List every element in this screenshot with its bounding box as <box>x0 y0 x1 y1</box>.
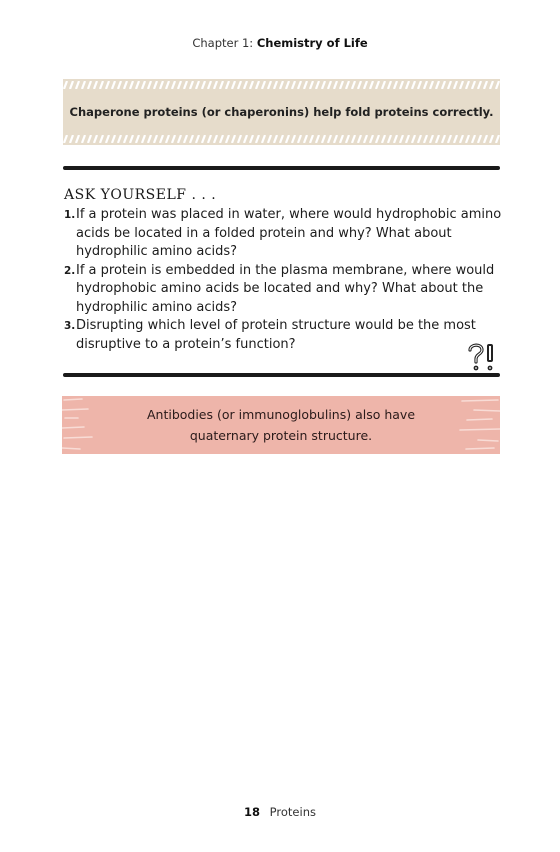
question-exclamation-icon <box>467 341 499 373</box>
question-number: 1. <box>64 209 76 221</box>
antibody-text-line1: Antibodies (or immunoglobulins) also have <box>146 407 416 422</box>
question-number: 3. <box>64 320 76 332</box>
chapter-title: Chemistry of Life <box>256 36 368 50</box>
bottom-hatch-border <box>63 135 500 143</box>
question-item <box>64 317 504 354</box>
antibody-callout <box>62 396 500 454</box>
section-divider-top <box>63 166 500 170</box>
chapter-label: Chapter 1: <box>192 36 254 50</box>
antibody-text-line2: quaternary protein structure. <box>189 428 373 443</box>
footer-section: Proteins <box>269 805 316 819</box>
brush-strokes <box>62 396 500 454</box>
running-head <box>0 36 560 50</box>
question-item <box>64 262 504 318</box>
chaperone-text: Chaperone proteins (or chaperonins) help fold proteins correctly. <box>69 105 494 119</box>
section-divider-bottom <box>63 373 500 377</box>
top-hatch-border <box>63 81 500 89</box>
chaperone-callout <box>63 79 500 145</box>
question-list <box>64 206 504 354</box>
question-text: If a protein is embedded in the plasma membrane, where would hydrophobic amino acids be located and why? What about the hydrophilic amino acids? <box>76 262 495 315</box>
question-text: If a protein was placed in water, where would hydrophobic amino acids be located in a folded protein and why? What about hydrophilic amino acids? <box>76 207 502 259</box>
page-footer <box>0 805 560 819</box>
question-item <box>64 206 504 262</box>
page-number: 18 <box>244 805 261 819</box>
question-number: 2. <box>64 264 76 277</box>
question-text: Disrupting which level of protein structure would be the most disruptive to a protein’s function? <box>76 318 476 352</box>
ask-yourself-heading: ASK YOURSELF . . . <box>64 187 217 203</box>
